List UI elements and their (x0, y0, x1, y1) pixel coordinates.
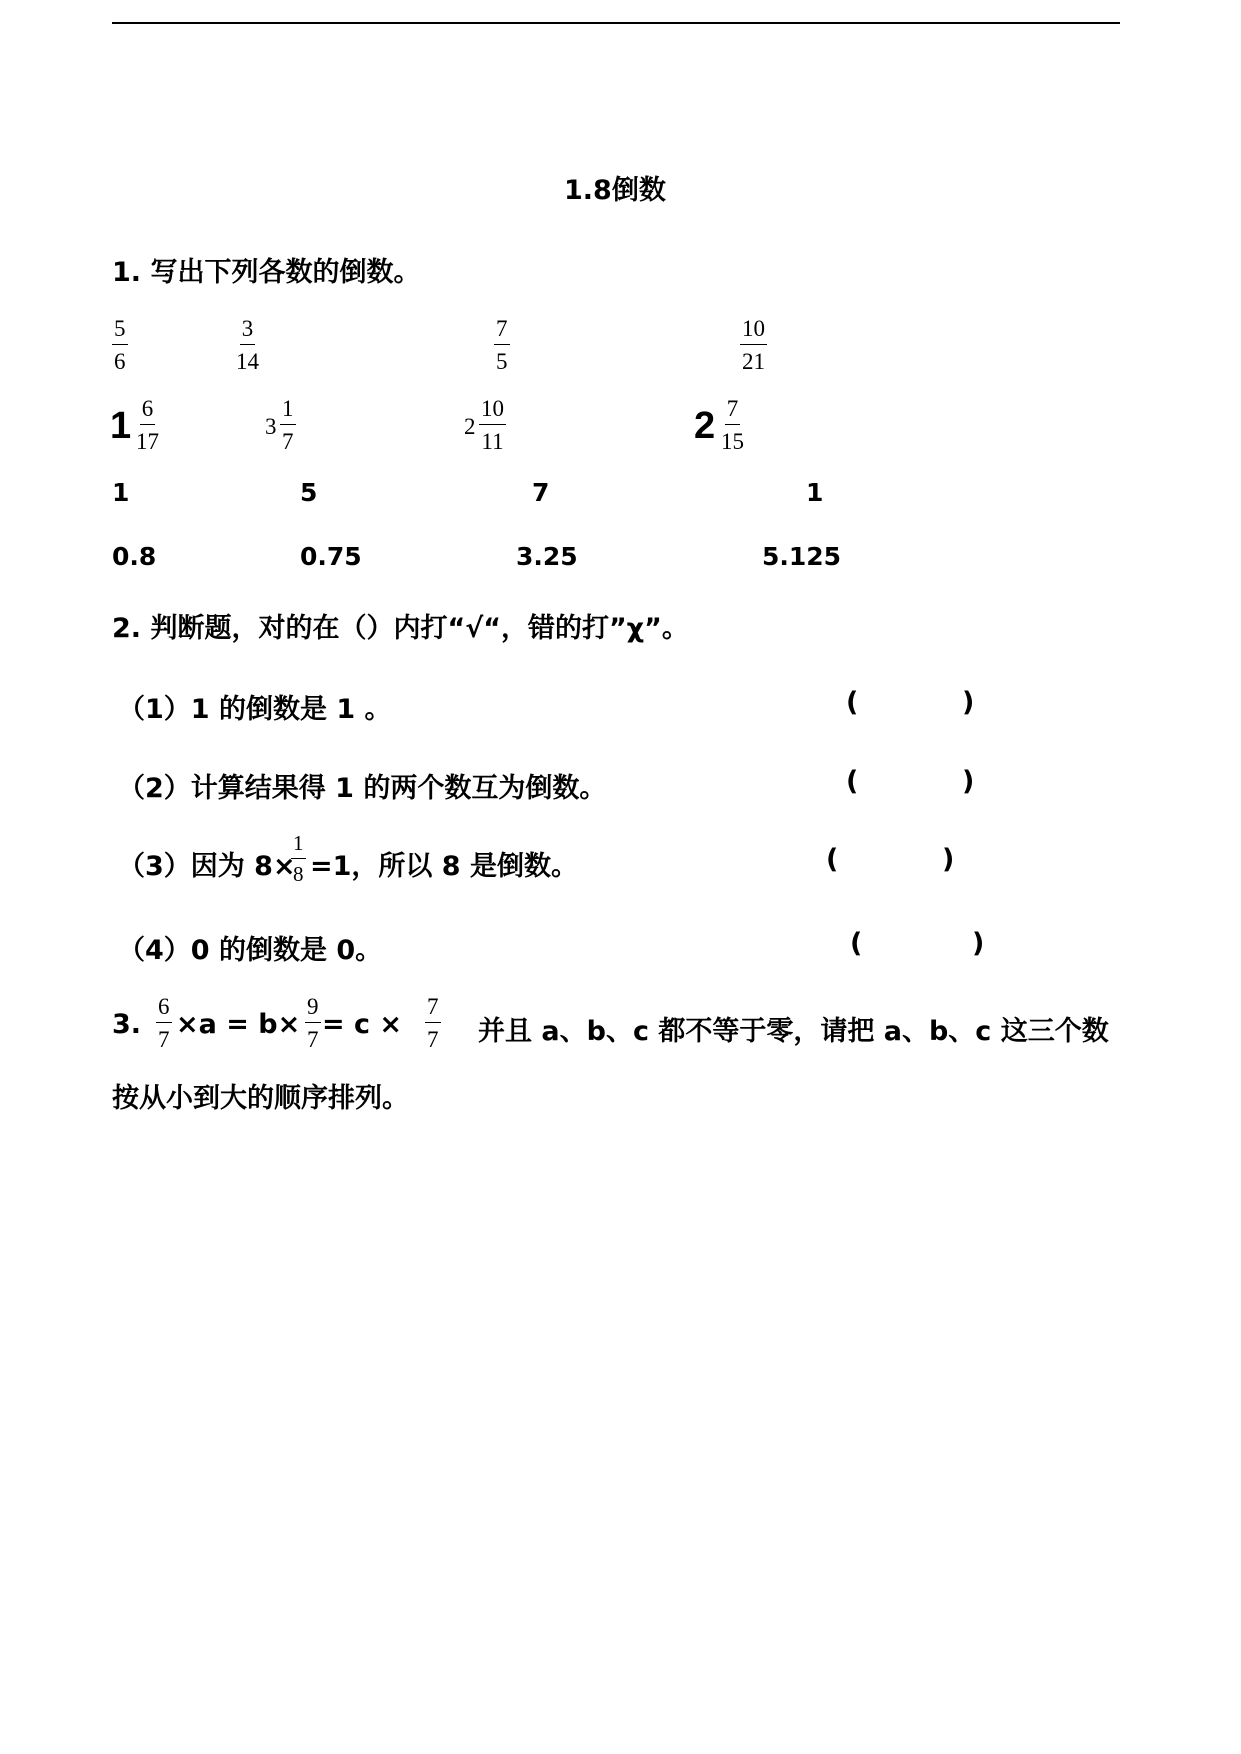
q1-mixed-1-fraction (134, 397, 161, 453)
numerator: 10 (479, 397, 506, 425)
q3-expression-part-2: = c × (322, 1009, 403, 1040)
denominator: 14 (236, 349, 259, 374)
q1-mixed-4-fraction (719, 397, 746, 453)
denominator: 7 (282, 429, 294, 454)
q3-instruction-line-2: 按从小到大的顺序排列。 (112, 1083, 409, 1114)
q1-mixed-3-fraction (479, 397, 506, 453)
q1-integer-4: 1 (806, 478, 824, 507)
q3-condition-text: 并且 a、b、c 都不等于零，请把 a、b、c 这三个数 (478, 1016, 1109, 1047)
q1-integer-1: 1 (112, 478, 130, 507)
q3-expression-part-1: ×a = b× (176, 1009, 301, 1040)
denominator: 5 (496, 349, 508, 374)
q1-fraction-3 (494, 317, 510, 373)
numerator: 3 (240, 317, 256, 345)
q2-item-4-text: （4）0 的倒数是 0。 (118, 935, 383, 966)
q1-mixed-2-fraction (280, 397, 296, 453)
q2-item-3-suffix: =1，所以 8 是倒数。 (310, 851, 578, 882)
q1-decimal-3: 3.25 (516, 542, 578, 571)
q2-item-4-bracket-open[interactable]: ( (850, 928, 863, 959)
denominator: 11 (481, 429, 504, 454)
q1-mixed-3-whole: 2 (464, 414, 476, 439)
q2-item-1-text: （1）1 的倒数是 1 。 (118, 694, 392, 725)
numerator: 7 (425, 995, 441, 1023)
q2-item-4-bracket-close: ) (972, 928, 985, 959)
numerator: 5 (112, 317, 128, 345)
denominator: 15 (721, 429, 744, 454)
header-rule (112, 22, 1120, 24)
q3-fraction-1 (156, 995, 172, 1051)
q1-fraction-4 (740, 317, 767, 373)
q2-item-3-fraction (291, 833, 306, 885)
denominator: 8 (293, 862, 304, 886)
q2-item-3-bracket-open[interactable]: ( (826, 844, 839, 875)
q2-item-2-bracket-open[interactable]: ( (846, 766, 859, 797)
denominator: 7 (427, 1027, 439, 1052)
numerator: 9 (305, 995, 321, 1023)
q1-fraction-2 (234, 317, 261, 373)
q2-item-3-prefix: （3）因为 8× (118, 851, 296, 882)
numerator: 1 (291, 833, 306, 859)
denominator: 21 (742, 349, 765, 374)
q1-prompt: 1. 写出下列各数的倒数。 (112, 257, 421, 288)
q3-fraction-3 (425, 995, 441, 1051)
q2-item-1-bracket-close: ) (962, 687, 975, 718)
q3-label: 3. (112, 1009, 142, 1040)
q1-mixed-2-whole: 3 (265, 414, 277, 439)
q1-decimal-2: 0.75 (300, 542, 362, 571)
q2-item-2-text: （2）计算结果得 1 的两个数互为倒数。 (118, 773, 607, 804)
q1-integer-3: 7 (532, 478, 550, 507)
denominator: 6 (114, 349, 126, 374)
numerator: 6 (156, 995, 172, 1023)
numerator: 7 (725, 397, 741, 425)
q1-mixed-4-whole: 2 (694, 405, 716, 447)
q2-item-2-bracket-close: ) (962, 766, 975, 797)
numerator: 10 (740, 317, 767, 345)
q2-item-1-bracket-open[interactable]: ( (846, 687, 859, 718)
q1-integer-2: 5 (300, 478, 318, 507)
q1-decimal-1: 0.8 (112, 542, 157, 571)
numerator: 1 (280, 397, 296, 425)
denominator: 7 (307, 1027, 319, 1052)
numerator: 6 (140, 397, 156, 425)
page-title: 1.8倒数 (564, 175, 666, 206)
denominator: 17 (136, 429, 159, 454)
q2-item-3-bracket-close: ) (942, 844, 955, 875)
q3-fraction-2 (305, 995, 321, 1051)
q1-decimal-4: 5.125 (762, 542, 842, 571)
numerator: 7 (494, 317, 510, 345)
denominator: 7 (158, 1027, 170, 1052)
q2-prompt: 2. 判断题，对的在（）内打“√“，错的打”χ”。 (112, 613, 689, 644)
q1-fraction-1 (112, 317, 128, 373)
q1-mixed-1-whole: 1 (110, 405, 132, 447)
